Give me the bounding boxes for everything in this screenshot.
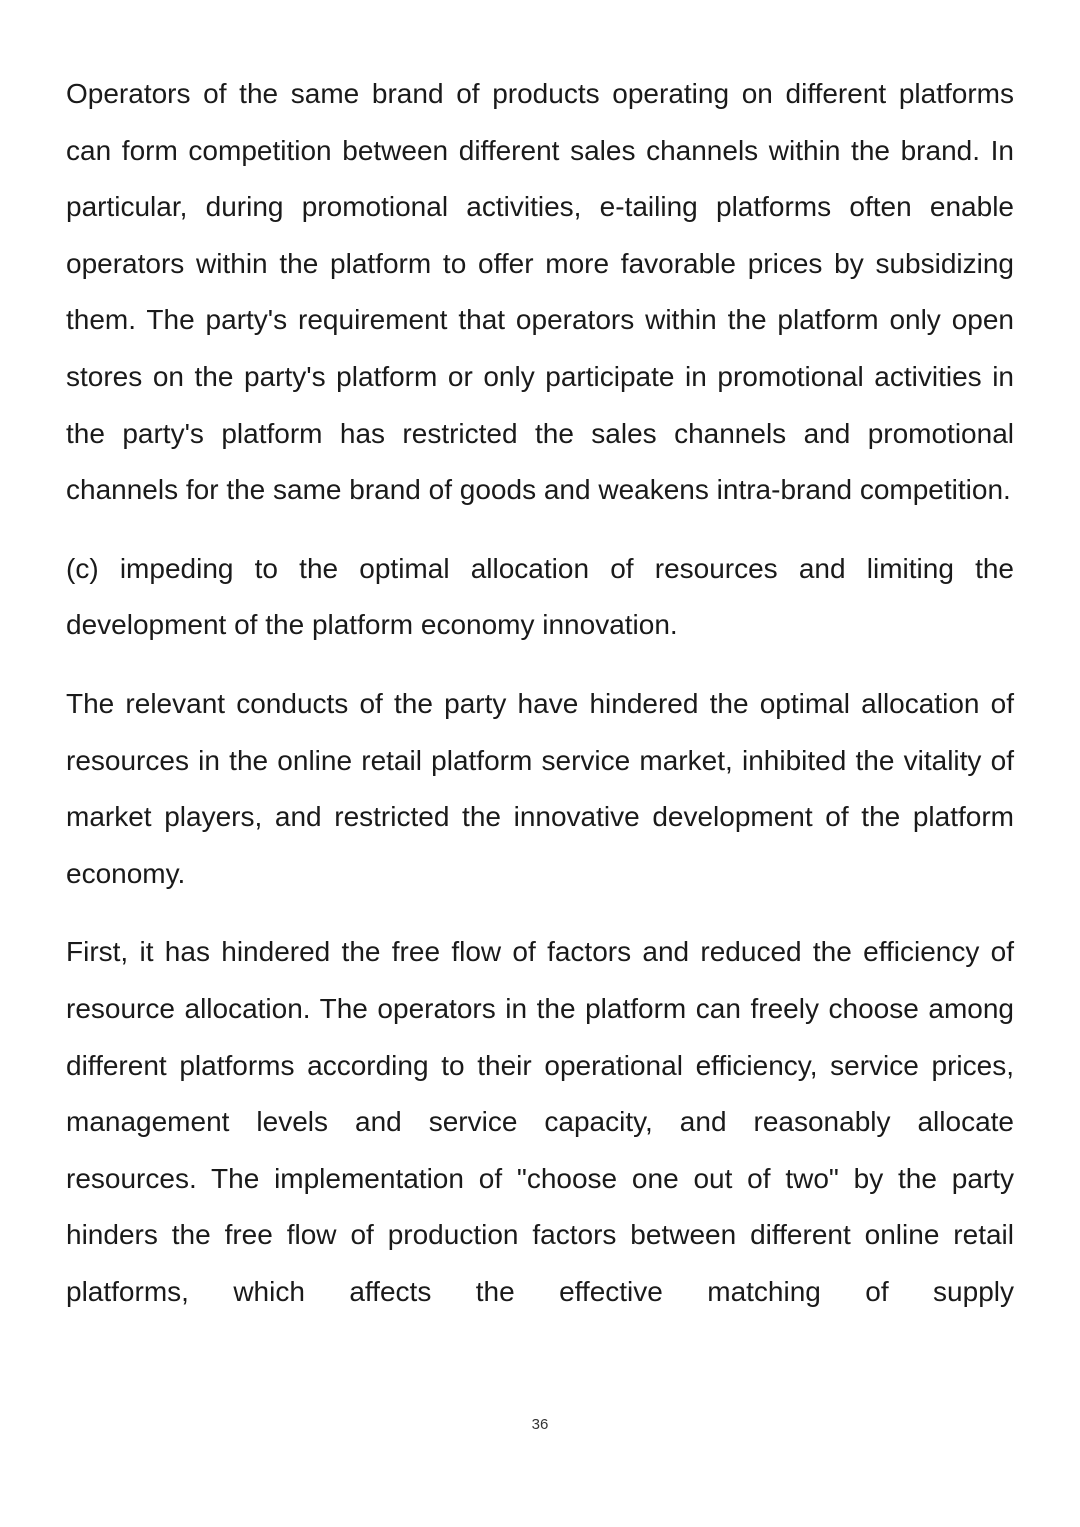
document-body	[66, 66, 1014, 1320]
paragraph-resource-allocation: The relevant conducts of the party have hindered the optimal allocation of resources in the online retail platform service market, inhibited the vitality of market players, and restricted the innovative development of the platform economy.	[66, 687, 1014, 889]
section-heading-c: (c) impeding to the optimal allocation of resources and limiting the development of the platform economy innovation.	[66, 552, 1014, 641]
paragraph-free-flow-of-factors: First, it has hindered the free flow of factors and reduced the efficiency of resource allocation. The operators in the platform can freely choose among different platforms according to their operational efficiency, service prices, management levels and service capacity, and reasonably allocate resources. The implementation of "choose one out of two" by the party hinders the free flow of production factors between different online retail platforms, which affects the effective matching of supply	[66, 936, 1014, 1307]
page-number: 36	[531, 1416, 549, 1433]
paragraph-intra-brand-competition: Operators of the same brand of products operating on different platforms can form competition between different sales channels within the brand. In particular, during promotional activities, e-tailing platforms often enable operators within the platform to offer more favorable prices by subsidizing them. The party's requirement that operators within the platform only open stores on the party's platform or only participate in promotional activities in the party's platform has restricted the sales channels and promotional channels for the same brand of goods and weakens intra-brand competition.	[66, 78, 1014, 506]
